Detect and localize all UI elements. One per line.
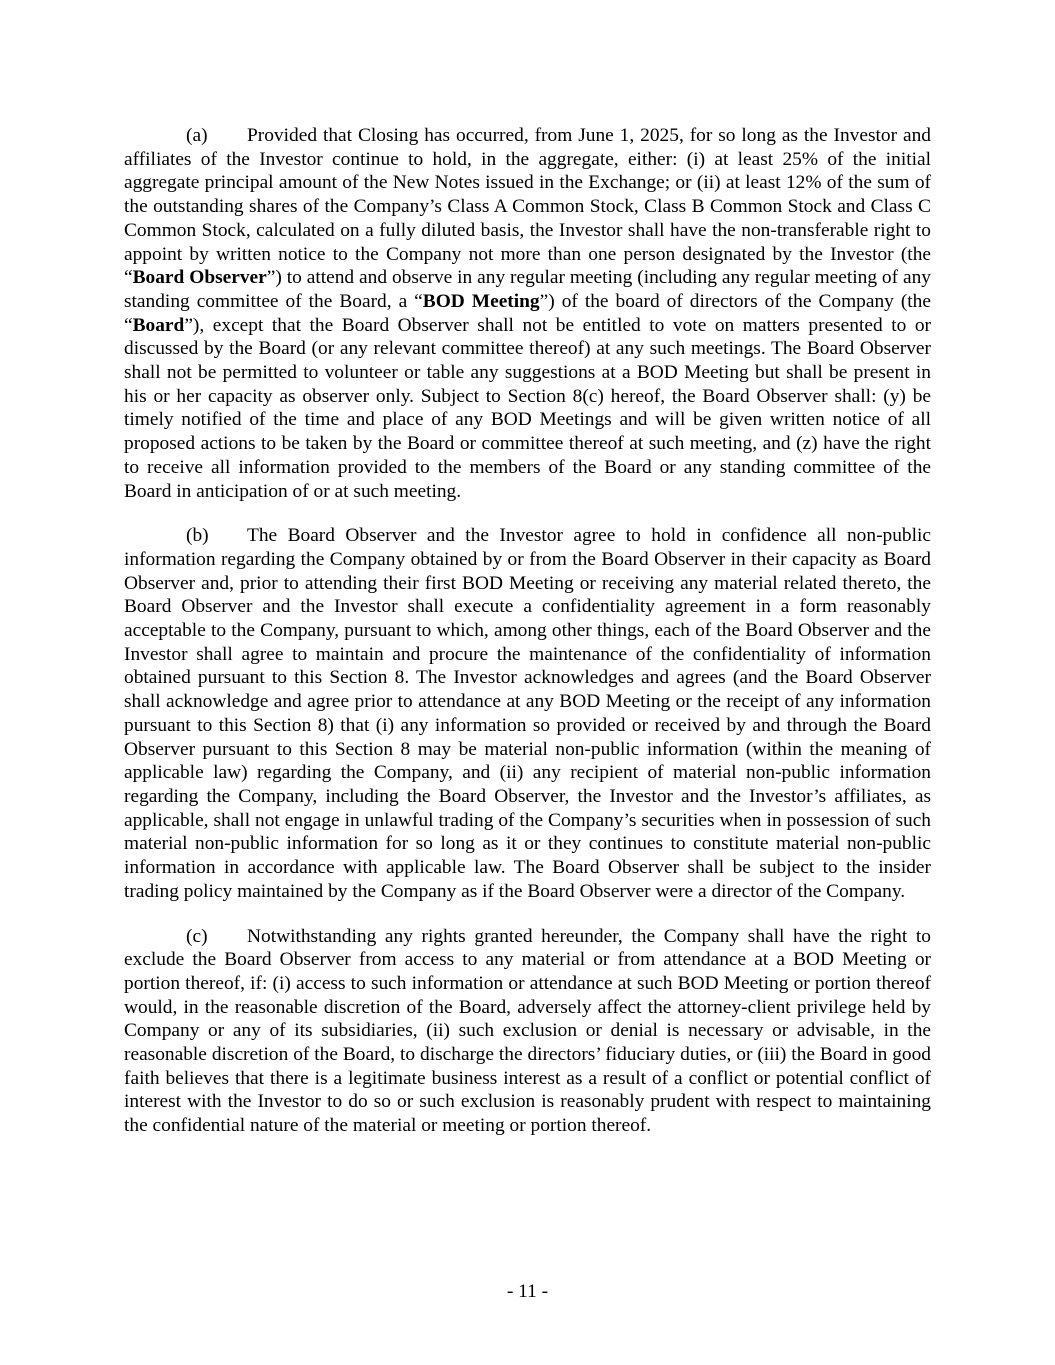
paragraph-text: Notwithstanding any rights granted hereunder, the Company shall have the right to exclude the Board Observer from access to any material or from attendance at a BOD Meeting or portion thereof, if: (i) access to such information or attendance at such BOD Meeting or portion thereof would, in the reasonable discretion of the Board, adversely affect the attorney-client privilege held by Company or any of its subsidiaries, (ii) such exclusion or denial is necessary or advisable, in the reasonable discretion of the Board, to discharge the directors’ fiduciary duties, or (iii) the Board in good faith believes that there is a legitimate business interest as a result of a conflict or potential conflict of interest with the Investor to do so or such exclusion is reasonably prudent with respect to maintaining the confidential nature of the material or meeting or portion thereof. <box>124 925 931 1137</box>
paragraph-text: ”) to attend and observe in any regular meeting (including any regular meeting of any standing committee of the Board, a “ <box>124 267 931 312</box>
paragraph-label: (b) <box>186 525 209 547</box>
defined-term-board-observer: Board Observer <box>132 267 267 289</box>
paragraph-label: (c) <box>186 925 208 947</box>
paragraph-text: Provided that Closing has occurred, from June 1, 2025, for so long as the Investor and affiliates of the Investor continue to hold, in the aggregate, either: (i) at least 25% of the initial aggregate principal amount of the New Notes issued in the Exchange; or (ii) at least 12% of the sum of the outstanding shares of the Company’s Class A Common Stock, Class B Common Stock and Class C Common Stock, calculated on a fully diluted basis, the Investor shall have the non-transferable right to appoint by written notice to the Company not more than one person designated by the Investor (the “ <box>124 125 931 289</box>
document-page <box>124 124 931 1159</box>
paragraph-c <box>124 925 931 1138</box>
defined-term-board: Board <box>132 314 185 336</box>
paragraph-text: The Board Observer and the Investor agree to hold in confidence all non-public information regarding the Company obtained by or from the Board Observer in their capacity as Board Observer and, prior to attending their first BOD Meeting or receiving any material related thereto, the Board Observer and the Investor shall execute a confidentiality agreement in a form reasonably acceptable to the Company, pursuant to which, among other things, each of the Board Observer and the Investor shall agree to maintain and procure the maintenance of the confidentiality of information obtained pursuant to this Section 8. The Investor acknowledges and agrees (and the Board Observer shall acknowledge and agree prior to attendance at any BOD Meeting or the receipt of any information pursuant to this Section 8) that (i) any information so provided or received by and through the Board Observer pursuant to this Section 8 may be material non-public information (within the meaning of applicable law) regarding the Company, and (ii) any recipient of material non-public information regarding the Company, including the Board Observer, the Investor and the Investor’s affiliates, as applicable, shall not engage in unlawful trading of the Company’s securities when in possession of such material non-public information for so long as it or they continues to constitute material non-public information in accordance with applicable law. The Board Observer shall be subject to the insider trading policy maintained by the Company as if the Board Observer were a director of the Company. <box>124 525 931 902</box>
paragraph-text: ”), except that the Board Observer shall not be entitled to vote on matters presented to or discussed by the Board (or any relevant committee thereof) at any such meetings. The Board Observer shall not be permitted to volunteer or table any suggestions at a BOD Meeting but shall be present in his or her capacity as observer only. Subject to Section 8(c) hereof, the Board Observer shall: (y) be timely notified of the time and place of any BOD Meetings and will be given written notice of all proposed actions to be taken by the Board or committee thereof at such meeting, and (z) have the right to receive all information provided to the members of the Board or any standing committee of the Board in anticipation of or at such meeting. <box>124 314 931 502</box>
paragraph-a <box>124 124 931 503</box>
paragraph-text: ”) of the board of directors of the Company (the “ <box>124 290 931 336</box>
paragraph-b <box>124 524 931 903</box>
defined-term-bod-meeting: BOD Meeting <box>422 290 540 312</box>
paragraph-label: (a) <box>186 125 208 146</box>
page-number: - 11 - <box>506 1281 549 1302</box>
